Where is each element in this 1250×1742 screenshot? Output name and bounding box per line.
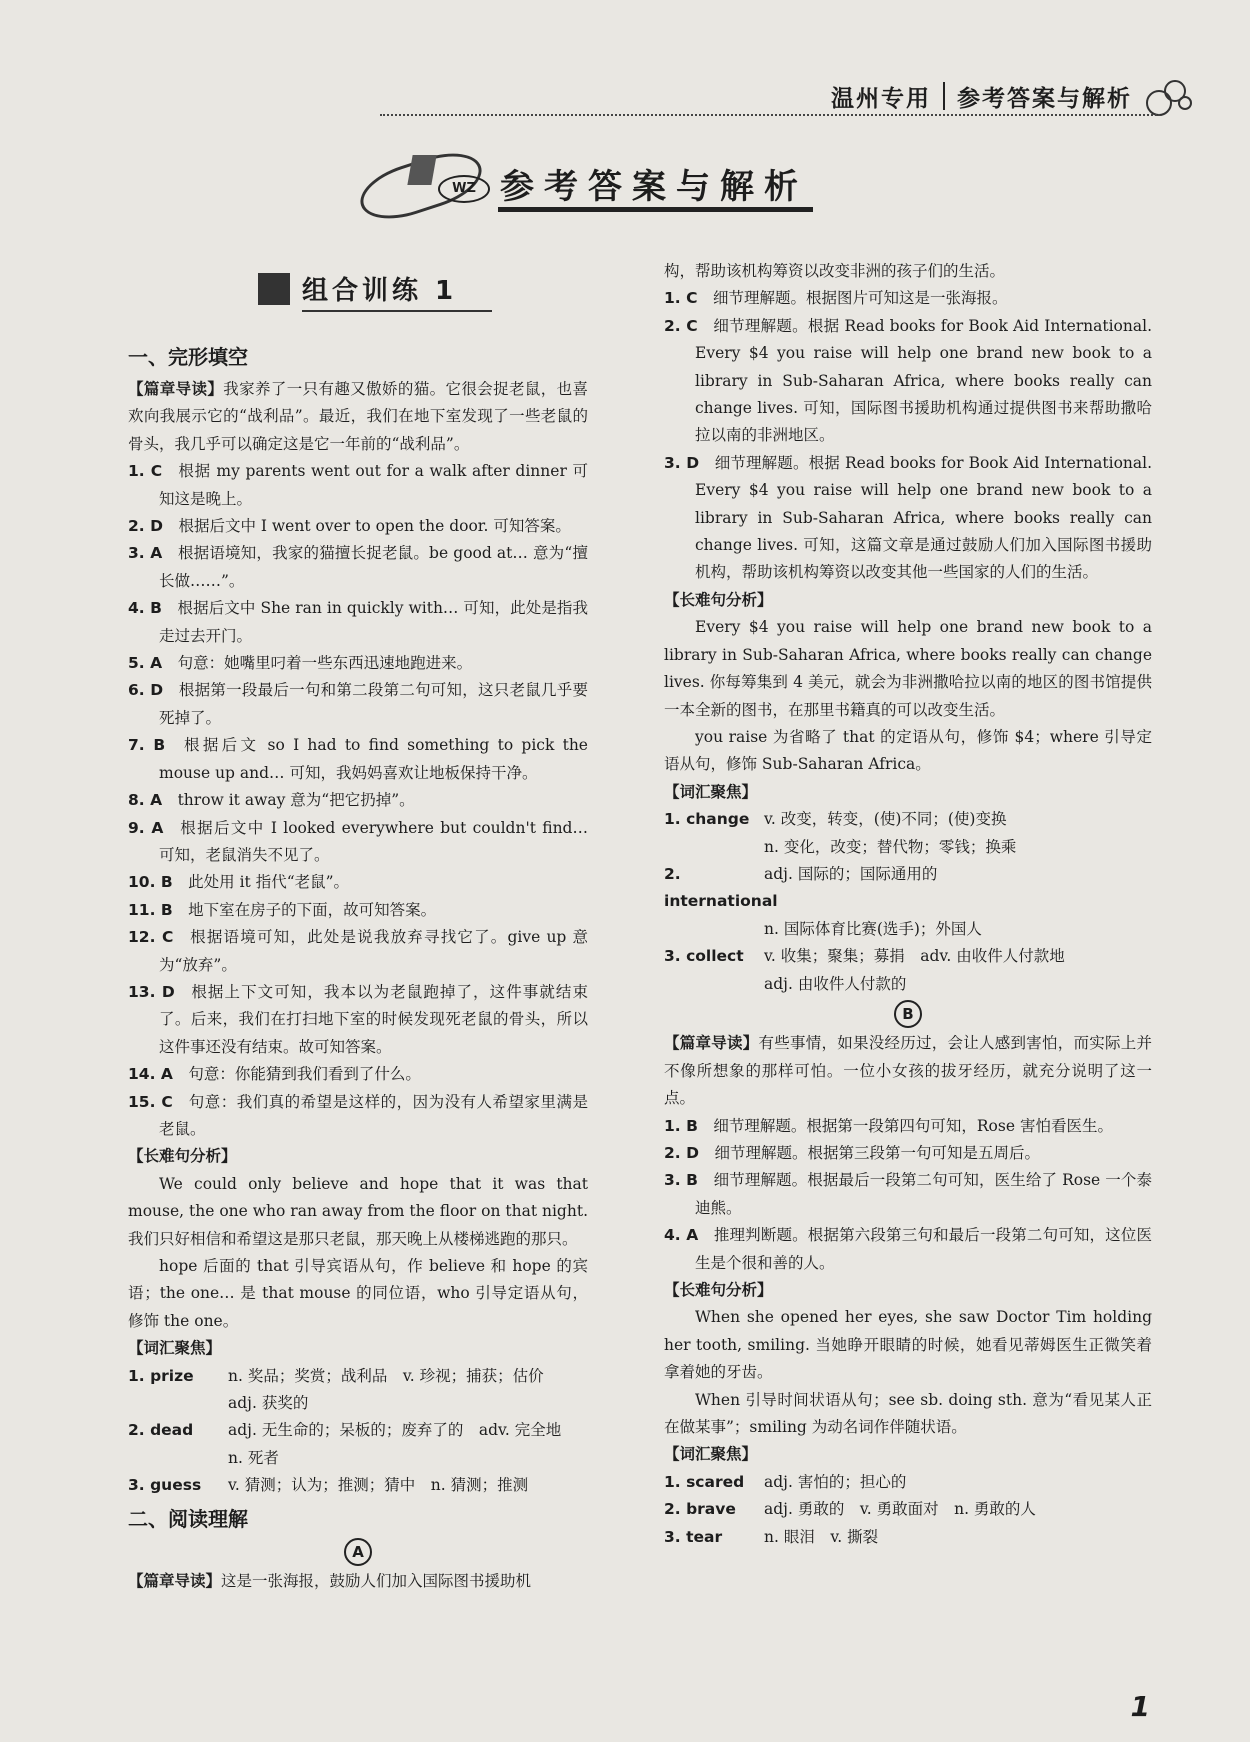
passage-marker-a: A <box>128 1538 588 1566</box>
answer-item: 1. C 细节理解题。根据图片可知这是一张海报。 <box>664 289 1008 308</box>
vocab-list-b <box>664 1469 1152 1551</box>
vocab-item: 1. scared adj. 害怕的；担心的 <box>664 1472 907 1491</box>
answer-item: 13. D 根据上下文可知，我本以为老鼠跑掉了，这件事就结束了。后来，我们在打扫地下室的时候发现死老鼠的骨头，所以这件事还没有结束。故可知答案。 <box>128 982 588 1056</box>
answer-item: 9. A 根据后文中 I looked everywhere but couldn't find… 可知，老鼠消失不见了。 <box>128 818 588 864</box>
part-heading-reading: 二、阅读理解 <box>128 1506 248 1531</box>
answer-item: 5. A 句意：她嘴里叼着一些东西迅速地跑进来。 <box>128 654 473 673</box>
vocab-label-a: 【词汇聚焦】 <box>664 782 758 801</box>
left-column <box>128 338 588 1595</box>
answer-item: 1. C 根据 my parents went out for a walk after dinner 可知这是晚上。 <box>128 462 588 508</box>
vocab-item: 1. prize n. 奖品；奖赏；战利品 v. 珍视；捕获；估价 <box>128 1366 544 1385</box>
answer-item: 7. B 根据后文 so I had to find something to pick the mouse up and… 可知，我妈妈喜欢让地板保持干净。 <box>128 736 588 782</box>
answer-item: 12. C 根据语境可知，此处是说我放弃寻找它了。give up 意为“放弃”。 <box>128 928 588 974</box>
answer-item: 2. C 细节理解题。根据 Read books for Book Aid International. Every $4 you raise will help one brand new book to a library in Sub-Saharan Africa, where books really can change lives. 可知，国际图书援助机构通过提供图书来帮助撒哈拉以南的非洲地区。 <box>664 316 1152 445</box>
part-heading-cloze: 一、完形填空 <box>128 345 248 369</box>
answer-item: 1. B 细节理解题。根据第一段第四句可知，Rose 害怕看医生。 <box>664 1116 1113 1135</box>
page-number: 1 <box>1130 1690 1150 1723</box>
passage-intro-a: 【篇章导读】这是一张海报，鼓励人们加入国际图书援助机 <box>128 1572 532 1591</box>
long-sentence-label-b: 【长难句分析】 <box>664 1281 773 1300</box>
vocab-label: 【词汇聚焦】 <box>128 1339 222 1358</box>
answer-item: 3. A 根据语境知，我家的猫擅长捉老鼠。be good at… 意为“擅长做……”。 <box>128 544 588 590</box>
long-sentence-note-b: When 引导时间状语从句；see sb. doing sth. 意为“看见某人正在做某事”；smiling 为动名词作伴随状语。 <box>664 1390 1152 1437</box>
vocab-item: 2. international adj. 国际的；国际通用的 <box>664 864 938 911</box>
answer-item: 3. D 细节理解题。根据 Read books for Book Aid International. Every $4 you raise will help one brand new book to a library in Sub-Saharan Africa, where books really can change lives. 可知，这篇文章是通过鼓励人们加入国际图书援助机构，帮助该机构筹资以改变其他一些国家的人们的生活。 <box>664 453 1153 582</box>
page-title: 参考答案与解析 <box>500 167 808 207</box>
answer-item: 10. B 此处用 it 指代“老鼠”。 <box>128 873 350 892</box>
answer-item: 6. D 根据第一段最后一句和第二段第二句可知，这只老鼠几乎要死掉了。 <box>128 681 588 727</box>
title-underline <box>498 207 813 212</box>
vocab-item-cont: n. 国际体育比赛(选手)；外国人 <box>764 919 982 938</box>
section-heading <box>258 270 457 307</box>
long-sentence-b: When she opened her eyes, she saw Doctor Tim holding her tooth, smiling. 当她睁开眼睛的时候，她看见蒂姆医生正微笑着拿着她的牙齿。 <box>664 1308 1152 1382</box>
answer-item: 14. A 句意：你能猜到我们看到了什么。 <box>128 1065 421 1084</box>
vocab-item-cont: adj. 获奖的 <box>228 1394 309 1413</box>
long-sentence-label-a: 【长难句分析】 <box>664 590 773 609</box>
vocab-list-a <box>664 806 1152 998</box>
circles-icon <box>1144 76 1192 116</box>
passage-marker-b: B <box>664 1000 1152 1028</box>
long-sentence-note: hope 后面的 that 引导宾语从句，作 believe 和 hope 的宾语；the one… 是 that mouse 的同位语，who 引导定语从句，修饰 the one。 <box>128 1257 588 1330</box>
long-sentence-label: 【长难句分析】 <box>128 1147 237 1166</box>
answer-item: 2. D 细节理解题。根据第三段第一句可知是五周后。 <box>664 1144 1040 1162</box>
long-sentence-a: Every $4 you raise will help one brand new book to a library in Sub-Saharan Africa, where books really can change lives. 你每筹集到 4 美元，就会为非洲撒哈拉以南的地区的图书馆提供一本全新的图书，在那里书籍真的可以改变生活。 <box>664 618 1152 719</box>
answer-item: 3. B 细节理解题。根据最后一段第二句可知，医生给了 Rose 一个泰迪熊。 <box>664 1171 1152 1217</box>
cloze-answers <box>128 458 588 1143</box>
long-sentence: We could only believe and hope that it was that mouse, the one who ran away from the floor on that night. 我们只好相信和希望这是那只老鼠，那天晚上从楼梯逃跑的那只。 <box>128 1174 588 1248</box>
vocab-item: 3. guess v. 猜测；认为；推测；猜中 n. 猜测；推测 <box>128 1476 529 1495</box>
answer-item: 11. B 地下室在房子的下面，故可知答案。 <box>128 900 437 919</box>
answer-item: 8. A throw it away 意为“把它扔掉”。 <box>128 791 415 810</box>
vocab-item-cont: n. 变化，改变；替代物；零钱；换乘 <box>764 837 1017 856</box>
answer-item: 4. A 推理判断题。根据第六段第三句和最后一段第二句可知，这位医生是个很和善的人。 <box>664 1226 1152 1272</box>
vocab-item-cont: adj. 由收件人付款的 <box>764 974 907 993</box>
answer-item: 2. D 根据后文中 I went over to open the door. 可知答案。 <box>128 517 571 536</box>
title-banner <box>358 155 828 215</box>
header-right: 参考答案与解析 <box>957 85 1132 112</box>
header-divider <box>943 82 945 110</box>
running-header <box>831 76 1192 116</box>
section-underline <box>302 310 492 312</box>
vocab-list <box>128 1363 588 1500</box>
vocab-label-b: 【词汇聚焦】 <box>664 1445 758 1464</box>
long-sentence-note-a: you raise 为省略了 that 的定语从句，修饰 $4；where 引导定语从句，修饰 Sub-Saharan Africa。 <box>664 727 1152 774</box>
vocab-item: 1. change v. 改变，转变，(使)不同；(使)变换 <box>664 810 1007 829</box>
passage-intro-b: 【篇章导读】有些事情，如果没经历过，会让人感到害怕，而实际上并不像所想象的那样可怕。一位小女孩的拔牙经历，就充分说明了这一点。 <box>664 1034 1152 1108</box>
header-left: 温州专用 <box>831 85 931 112</box>
header-dotted-rule <box>380 114 1160 116</box>
vocab-item: 2. dead adj. 无生命的；呆板的；废弃了的 adv. 完全地 <box>128 1421 562 1440</box>
passage-intro: 【篇章导读】我家养了一只有趣又傲娇的猫。它很会捉老鼠，也喜欢向我展示它的“战利品”。最近，我们在地下室发现了一些老鼠的骨头，我几乎可以确定这是它一年前的“战利品”。 <box>128 380 588 453</box>
reading-a-answers <box>664 285 1152 586</box>
answer-item: 4. B 根据后文中 She ran in quickly with… 可知，此处是指我走过去开门。 <box>128 599 588 645</box>
section-title: 组合训练 1 <box>302 276 458 306</box>
right-column <box>664 258 1152 1551</box>
vocab-item: 3. tear n. 眼泪 v. 撕裂 <box>664 1527 879 1546</box>
section-square-icon <box>258 273 290 305</box>
reading-b-answers <box>664 1113 1152 1277</box>
vocab-item-cont: n. 死者 <box>228 1448 279 1467</box>
vocab-item: 3. collect v. 收集；聚集；募捐 adv. 由收件人付款地 <box>664 947 1065 966</box>
passage-intro-a-cont: 构，帮助该机构筹资以改变非洲的孩子们的生活。 <box>664 262 1006 280</box>
wz-badge: WZ <box>438 175 490 203</box>
vocab-item: 2. brave adj. 勇敢的 v. 勇敢面对 n. 勇敢的人 <box>664 1500 1036 1519</box>
answer-item: 15. C 句意：我们真的希望是这样的，因为没有人希望家里满是老鼠。 <box>128 1092 588 1138</box>
